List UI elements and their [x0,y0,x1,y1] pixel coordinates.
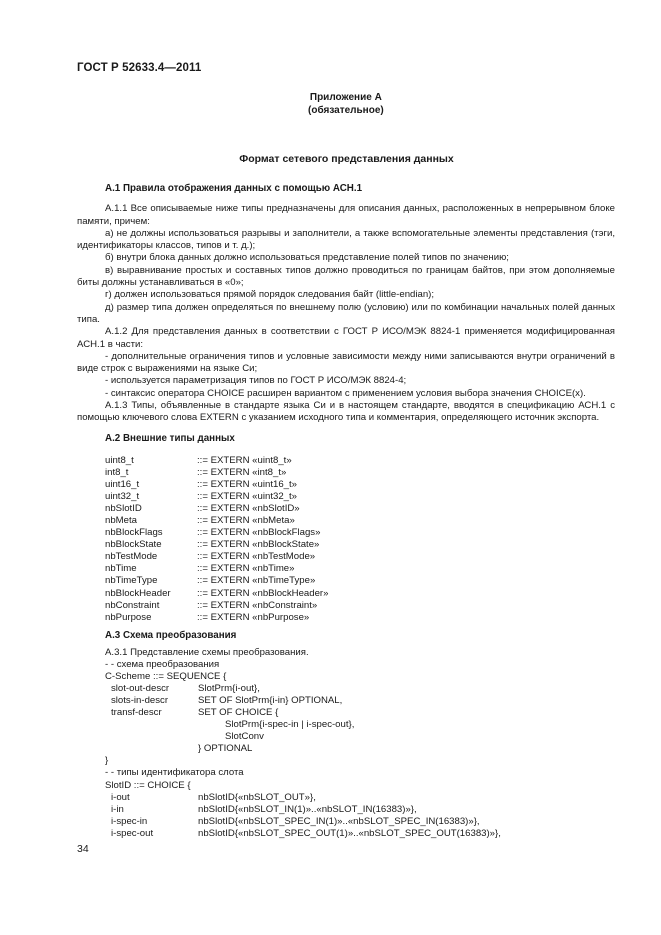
list-item-g: г) должен использоваться прямой порядок следования байт (little-endian); [105,289,435,301]
paragraph-a1-1: А.1.1 Все описываемые ниже типы предназначены для описания данных, расположенных в непрерывном блоке памяти, причем: [77,203,615,227]
type-definition: ::= EXTERN «nbConstraint» [197,599,318,611]
type-definition-row [105,575,328,587]
type-definition: ::= EXTERN «nbTimeType» [197,575,316,587]
code-text-value: SET OF SlotPrm{i-in} OPTIONAL, [198,695,343,707]
type-definition: ::= EXTERN «int8_t» [197,467,287,479]
code-text: slots-in-descr [111,695,169,707]
code-text: slot-out-descr [111,683,170,695]
paragraph-a1-2: А.1.2 Для представления данных в соответствии с ГОСТ Р ИСО/МЭК 8824-1 применяется модифицированная АСН.1 в части: [77,326,615,350]
type-definition-row [105,491,328,503]
type-name: nbSlotID [105,503,142,515]
type-name: uint8_t [105,455,134,466]
code-text: SlotID ::= CHOICE { [105,779,191,791]
type-name: uint16_t [105,479,140,491]
type-name: nbMeta [105,515,137,527]
code-text: - - типы идентификатора слота [105,767,244,779]
type-definition: ::= EXTERN «nbPurpose» [197,611,310,623]
code-text-value: nbSlotID{«nbSLOT_IN(1)»..«nbSLOT_IN(16383)»}, [198,803,417,815]
code-text-value: SlotPrm{i-out}, [198,683,260,695]
type-name: int8_t [105,467,129,479]
external-types-list [105,455,328,624]
dash-item-3: - синтаксис оператора CHOICE расширен вариантом с применением условия выбора значения CHOICE(x). [105,387,586,399]
code-text: SlotPrm{i-spec-in | i-spec-out}, [225,719,355,731]
code-text: i-spec-out [111,827,154,839]
type-name: nbBlockFlags [105,527,163,539]
page-number: 34 [77,843,89,855]
type-definition: ::= EXTERN «nbTime» [197,563,295,575]
code-text: А.3.1 Представление схемы преобразования. [105,647,309,658]
type-definition: ::= EXTERN «uint8_t» [197,455,292,466]
document-code: ГОСТ Р 52633.4—2011 [77,62,202,74]
type-definition-row [105,455,328,467]
dash-item-1: - дополнительные ограничения типов и условные зависимости между ними записываются внутри ограничений в виде строк с выражениями на языке Си; [77,350,615,375]
section-title: Формат сетевого представления данных [239,153,454,165]
dash-item-2: - используется параметризация типов по ГОСТ Р ИСО/МЭК 8824-4; [105,375,407,387]
type-definition-row [105,539,328,551]
type-definition-row [105,600,328,612]
type-definition-row [105,612,328,624]
section-a1 [77,183,615,445]
type-name: nbTestMode [105,551,158,563]
code-text: SlotConv [225,731,264,743]
type-name: nbPurpose [105,611,152,623]
type-definition: ::= EXTERN «nbBlockFlags» [197,527,321,539]
code-text-value: nbSlotID{«nbSLOT_SPEC_IN(1)»..«nbSLOT_SPEC_IN(16383)»}, [198,815,480,827]
list-item-d: д) размер типа должен определяться по внешнему полю (условию) или по комбинации начальных полей данных типа. [77,301,615,325]
code-text: i-spec-in [111,815,148,827]
type-name: nbBlockHeader [105,587,171,599]
type-name: nbTime [105,563,137,575]
type-definition-row [105,551,328,563]
code-text: } [105,755,109,767]
code-text: i-out [111,791,130,803]
type-definition-row [105,588,328,600]
section-a3-heading: А.3 Схема преобразования [105,630,237,641]
code-text-value: nbSlotID{«nbSLOT_OUT»}, [198,791,316,803]
type-definition: ::= EXTERN «nbBlockHeader» [197,587,329,599]
type-definition: ::= EXTERN «nbTestMode» [197,551,316,563]
section-a2-heading: А.2 Внешние типы данных [105,432,235,444]
type-definition: ::= EXTERN «nbBlockState» [197,539,320,551]
code-text: - - схема преобразования [105,659,220,671]
appendix-note: (обязательное) [308,105,384,116]
type-name: nbBlockState [105,539,162,551]
list-item-v: в) выравнивание простых и составных типов должно проводиться по границам байтов, при этом дополняемые биты должны устанавливаться в «0»; [77,264,615,289]
section-a3-heading-wrap [77,630,615,642]
type-definition: ::= EXTERN «nbSlotID» [197,503,300,515]
code-text: i-in [111,803,124,815]
type-name: nbTimeType [105,575,158,587]
type-name: uint32_t [105,491,140,503]
type-definition-row [105,467,328,479]
type-definition-row [105,563,328,575]
list-item-a: а) не должны использоваться разрывы и заполнители, а также вспомогательные элементы представления (тэги, идентификаторы классов, типов и т. д.); [77,227,615,252]
type-name: nbConstraint [105,599,160,611]
type-definition: ::= EXTERN «uint32_t» [197,491,297,503]
code-text: C-Scheme ::= SEQUENCE { [105,671,227,683]
type-definition: ::= EXTERN «uint16_t» [197,479,297,491]
section-a1-heading: А.1 Правила отображения данных с помощью АСН.1 [105,183,363,194]
type-definition-row [105,503,328,515]
code-text-value: nbSlotID{«nbSLOT_SPEC_OUT(1)»..«nbSLOT_SPEC_OUT(16383)»}, [198,827,501,839]
appendix-header [308,91,384,117]
list-item-b: б) внутри блока данных должно использоваться представление полей типов по значению; [105,252,509,264]
appendix-title: Приложение А [309,92,382,103]
code-text-value: SET OF CHOICE { [198,707,279,719]
code-text: } OPTIONAL [198,743,253,755]
type-definition-row [105,527,328,539]
paragraph-a1-3: А.1.3 Типы, объявленные в стандарте языка Си и в настоящем стандарте, вводятся в спецификацию АСН.1 с помощью ключевого слова EXTERN с указанием исходного типа и комментария, определяющего источник экспорта. [77,400,615,424]
type-definition-row [105,515,328,527]
type-definition: ::= EXTERN «nbMeta» [197,515,295,527]
code-text: transf-descr [111,707,162,719]
type-definition-row [105,479,328,491]
